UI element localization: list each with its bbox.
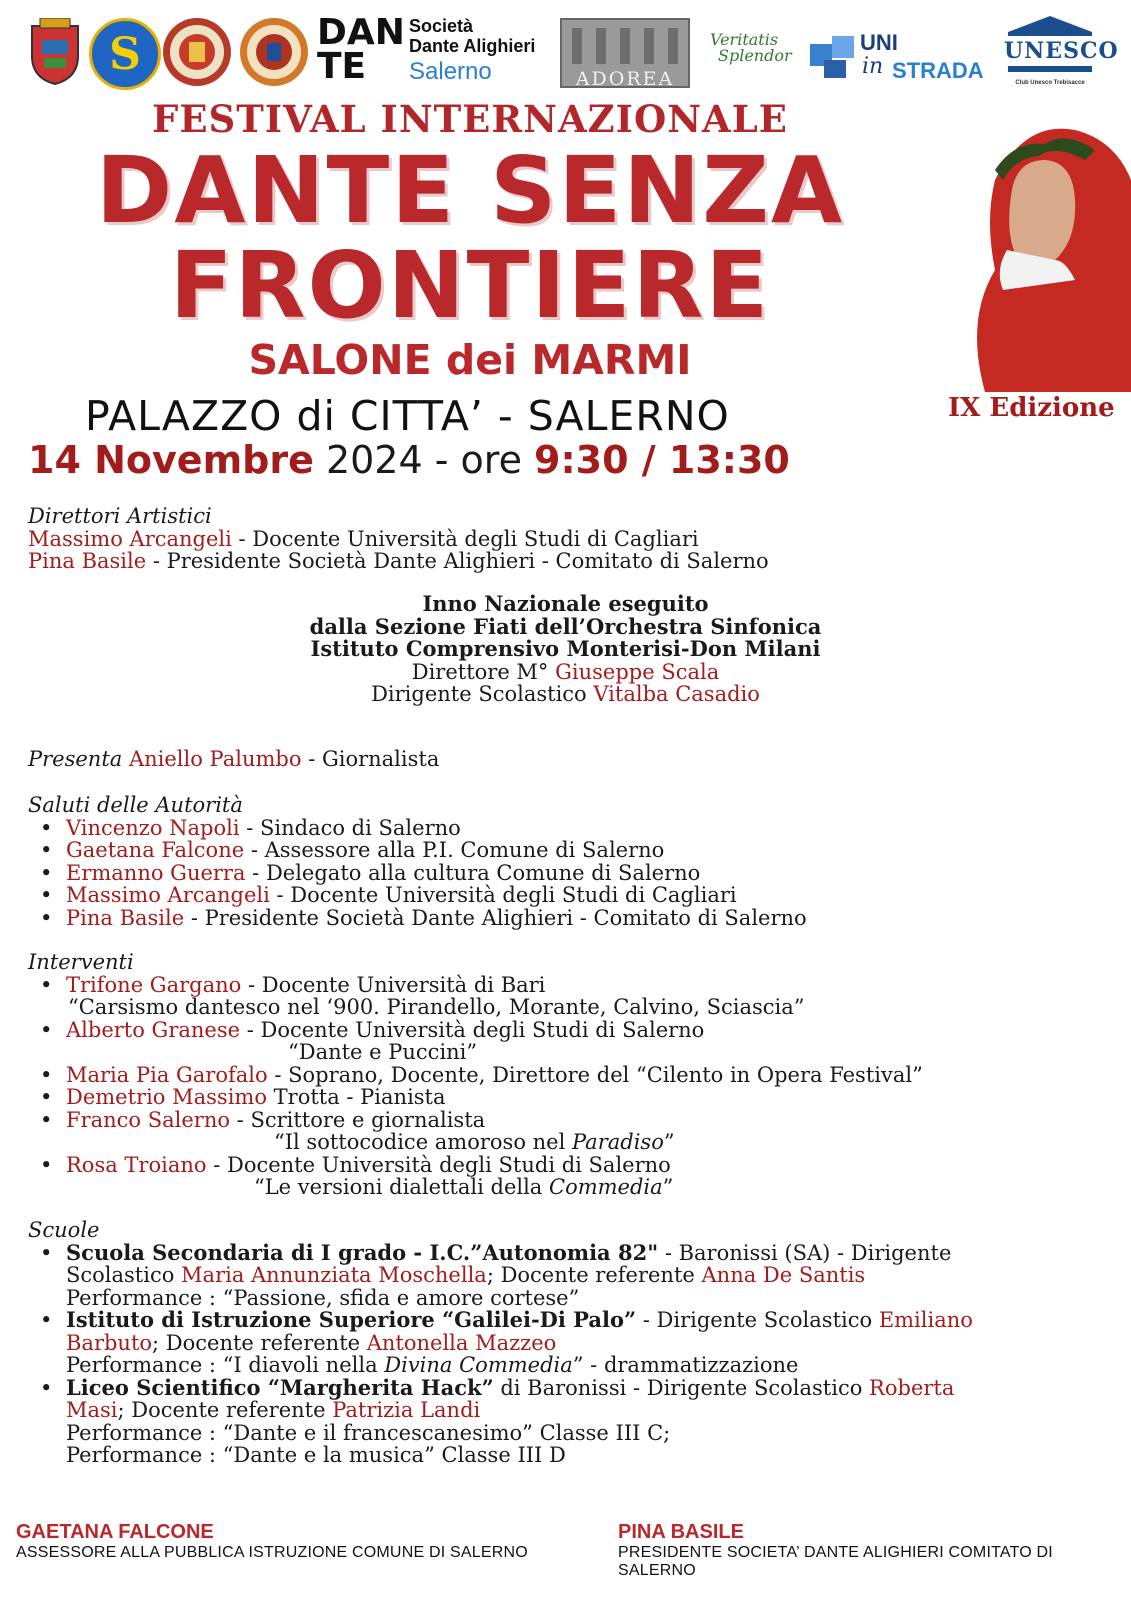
speaker-name: Rosa Troiano [66,1152,207,1177]
logos-row [26,12,1119,90]
adorea-logo [560,18,690,88]
list-item [28,1154,923,1199]
palace-heading: PALAZZO di CITTA’ - SALERNO [85,392,730,440]
performance-start: Performance : “I diavoli nella [66,1353,385,1377]
conductor-label: Direttore M° [411,659,556,684]
conductor-name: Giuseppe Scala [555,659,720,684]
list-item [28,1086,923,1109]
puzzle-icon [806,30,858,82]
staff-label: Scolastico [66,1263,182,1287]
adorea-label: ADOREA [575,68,675,90]
person-role: - Docente Università degli Studi di Cagliari [231,526,699,551]
talk-title-italic: Commedia [549,1175,663,1199]
date-time: 9:30 / 13:30 [534,438,790,482]
list-item [28,528,769,551]
school-name: Istituto di Istruzione Superiore “Galilei-Di Palo” [66,1307,637,1332]
list-item [28,1064,923,1087]
talk-title: “Carsismo dantesco nel ‘900. Pirandello, Morante, Calvino, Sciascia” [68,995,805,1019]
staff-label: ; Docente referente [117,1398,333,1422]
signer-name: GAETANA FALCONE [16,1521,214,1543]
performance: Performance : “Dante e la musica” Classe III D [66,1443,566,1467]
dante-society-title: Società [409,16,474,36]
speaker-role: - Docente Università di Bari [241,972,546,997]
school-name: Liceo Scientifico “Margherita Hack” [66,1374,494,1400]
anthem-line-1: Inno Nazionale eseguito [422,591,709,616]
schools-list [28,1239,973,1467]
venue-heading: SALONE dei MARMI [248,336,692,384]
dante-society-logo [317,12,547,88]
person-role: - Presidente Società Dante Alighieri - Comitato di Salerno [184,905,807,930]
person-name: Antonella Mazzeo [366,1330,557,1355]
unesco-label: UNESCO [1004,38,1119,64]
dante-portrait-icon [955,100,1131,392]
unesco-logo [1004,14,1119,94]
anthem-section [0,593,1131,706]
school-staff [66,1264,973,1287]
performance: Performance : “Dante e il francescanesimo” Classe III C; [66,1420,671,1445]
talk-title [66,1176,923,1199]
signer-role: PRESIDENTE SOCIETA’ DANTE ALIGHIERI COMITATO DI SALERNO [618,1544,1053,1579]
school-staff [66,1332,973,1355]
list-item [28,839,807,862]
performance [66,1354,973,1377]
talk-title-italic: Paradiso [572,1130,664,1154]
conductor-line [0,661,1131,684]
schools-section [28,1219,973,1467]
dante-society-title-2: Dante Alighieri [409,36,536,56]
dante-mark-2: TE [317,46,367,87]
arch-icon [562,20,688,64]
presenter-name: Aniello Palumbo [128,747,302,771]
veritatis-line-2: Splendor [718,46,792,65]
strada-label: STRADA [892,58,984,83]
person-name: Emiliano [878,1308,973,1332]
directors-section [28,505,769,573]
staff-label: ; Docente referente [486,1263,702,1287]
date-day: 14 Novembre [28,438,314,482]
person-role: - Sindaco di Salerno [239,815,461,840]
speaker-name: Maria Pia Garofalo [66,1062,268,1087]
anthem-line-2: dalla Sezione Fiati dell’Orchestra Sinfonica [309,613,822,639]
talk-title: “Dante e Puccini” [288,1040,478,1064]
speaker-name: Alberto Granese [66,1017,241,1042]
signer-name: PINA BASILE [618,1521,744,1543]
presenter-label: Presenta [28,747,129,771]
presenter-role: - Giornalista [301,747,440,771]
date-year: 2024 - ore [313,438,535,482]
school-staff [66,1399,973,1422]
person-name: Massimo Arcangeli [66,883,270,907]
list-item [28,862,807,885]
person-name: Pina Basile [28,549,147,573]
festival-heading: FESTIVAL INTERNAZIONALE [152,97,788,141]
in-label: in [862,54,884,79]
person-name: Vincenzo Napoli [66,815,240,840]
performance-italic: Divina Commedia [384,1353,573,1377]
staff-label: - Dirigente Scolastico [636,1308,879,1332]
person-name: Masi [66,1398,118,1422]
talks-heading: Interventi [28,950,134,974]
speaker-role: - Docente Università degli Studi di Salerno [240,1017,705,1042]
greetings-section [28,794,807,929]
coat-of-arms-icon [26,18,84,86]
person-name: Ermanno Guerra [66,860,246,885]
footer-right [618,1521,1131,1580]
talks-list [28,974,923,1199]
directors-heading: Direttori Artistici [28,504,212,528]
unesco-sublabel: Club Unesco Trebisacce [1015,80,1085,86]
school-name: Scuola Secondaria di I grado - I.C.”Autonomia 82" [66,1239,659,1265]
talk-title-end: ” [663,1130,675,1154]
event-date [28,438,790,482]
list-item [28,1309,973,1377]
presenter-line [28,748,439,771]
person-role: - Delegato alla cultura Comune di Salerno [245,860,701,885]
person-role: - Docente Università degli Studi di Cagliari [269,883,737,907]
staff-label: ; Docente referente [152,1330,367,1355]
signer-role: ASSESSORE ALLA PUBBLICA ISTRUZIONE COMUNE DI SALERNO [16,1544,528,1561]
performance-end: ” - drammatizzazione [572,1353,799,1377]
list-item [28,1019,923,1064]
person-name: Maria Annunziata Moschella [181,1263,487,1287]
greetings-list [28,817,807,930]
list-item [28,907,807,930]
person-name: Patrizia Landi [332,1398,481,1422]
person-role: - Presidente Società Dante Alighieri - Comitato di Salerno [146,549,769,573]
person-name: Roberta [869,1375,955,1400]
person-role: - Assessore alla P.I. Comune di Salerno [244,838,665,862]
person-name: Gaetana Falcone [66,838,245,862]
list-item [28,817,807,840]
dante-mark-1: DAN [317,12,405,53]
schools-heading: Scuole [28,1218,100,1242]
talk-title [66,1131,923,1154]
main-title-line-1: DANTE SENZA [95,137,845,244]
footer-left [16,1521,528,1562]
uni-in-strada-logo [806,28,1002,84]
performance: Performance : “Passione, sfida e amore cortese” [66,1285,580,1310]
edition-label: IX Edizione [948,393,1115,423]
veritatis-logo [710,32,800,64]
principal-line [0,683,1131,706]
speaker-name: Demetrio Massimo [66,1085,267,1109]
speaker-name: Trifone Gargano [66,972,242,997]
speaker-name: Franco Salerno [66,1107,230,1132]
list-item [28,550,769,573]
anthem-line-3: Istituto Comprensivo Monterisi-Don Milani [310,636,821,661]
speaker-role: Trotta - Pianista [266,1085,446,1109]
list-item [28,1109,923,1154]
talk-title-start: “Il sottocodice amoroso nel [274,1130,572,1154]
greetings-heading: Saluti delle Autorità [28,793,243,817]
person-name: Anna De Santis [701,1263,866,1287]
seal-icon [161,16,233,88]
person-name: Pina Basile [66,905,185,930]
principal-label: Dirigente Scolastico [371,682,594,706]
list-item [28,974,923,1019]
list-item [28,1239,973,1310]
veritatis-line-1: Veritatis [710,30,779,49]
seal-icon [238,16,310,88]
person-name: Massimo Arcangeli [28,526,232,551]
talk-title-end: ” [662,1175,674,1199]
list-item [28,884,807,907]
principal-name: Vitalba Casadio [593,682,760,706]
uni-label: UNI [860,30,898,55]
talks-section [28,951,923,1199]
person-name: Barbuto [66,1330,153,1355]
speaker-role: - Soprano, Docente, Direttore del “Cilento in Opera Festival” [267,1062,923,1087]
staff-label: di Baronissi - Dirigente Scolastico [493,1375,870,1400]
talk-title-start: “Le versioni dialettali della [254,1175,549,1199]
dante-society-city: Salerno [409,58,492,85]
main-title-line-2: FRONTIERE [169,232,771,339]
list-item [28,1374,973,1467]
s-logo-icon: S [89,18,161,90]
speaker-role: - Scrittore e giornalista [230,1107,486,1132]
school-location: - Baronissi (SA) - Dirigente [658,1240,952,1265]
speaker-role: - Docente Università degli Studi di Salerno [206,1152,671,1177]
